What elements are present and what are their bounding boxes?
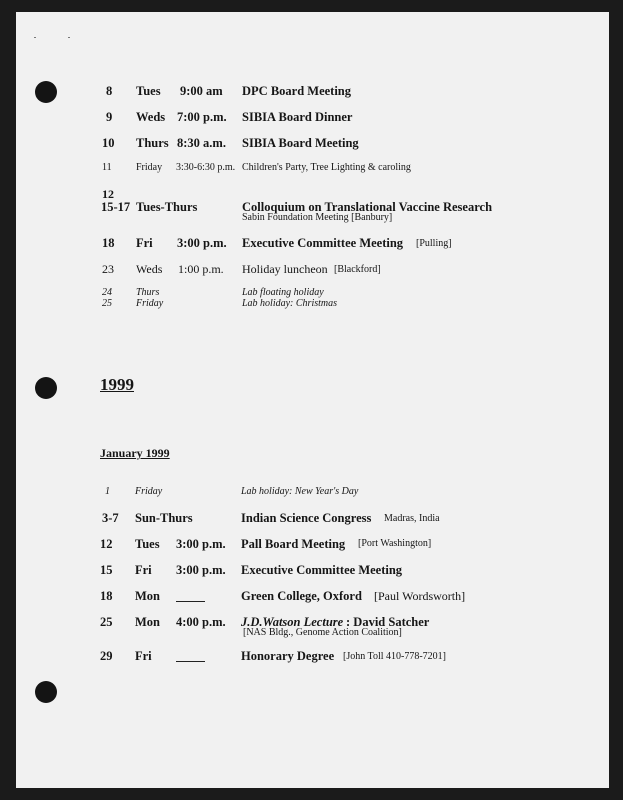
weekday: Sun-Thurs [135,511,193,525]
event-title: Indian Science Congress [241,511,372,525]
weekday: Thurs [136,136,169,150]
speck [68,37,70,38]
month-heading: January 1999 [100,446,170,460]
weekday: Tues [135,537,160,551]
speck [34,37,36,38]
day: 25 [102,298,112,309]
event-title: Children's Party, Tree Lighting & caroling [242,162,411,173]
event-title: Executive Committee Meeting [242,236,404,250]
day: 29 [100,649,113,663]
weekday: Fri [136,236,153,250]
time: 8:30 a.m. [177,136,226,150]
weekday: Fri [135,649,152,663]
weekday: Weds [136,110,166,124]
document-page [16,12,609,788]
event-title: SIBIA Board Meeting [242,136,359,150]
day: 8 [106,84,113,98]
time: 1:00 p.m. [178,262,224,276]
weekday: Mon [135,589,160,603]
day: 12 [100,537,113,551]
event-title: Lab floating holiday [242,287,324,298]
event-title: Pall Board Meeting [241,537,346,551]
weekday: Mon [135,615,160,629]
day: 15 [100,563,113,577]
weekday: Friday [135,486,163,497]
day: 10 [102,136,115,150]
event-title: Executive Committee Meeting [241,563,403,577]
weekday: Tues [136,84,161,98]
time: 7:00 p.m. [177,110,227,124]
weekday: Weds [136,262,163,276]
day: 12 [102,187,114,201]
day: 1 [105,486,110,497]
binder-hole [35,377,57,399]
day: 18 [100,589,113,603]
weekday: Tues-Thurs [136,200,198,214]
event-title: J.D.Watson Lecture [241,615,344,629]
year-heading: 1999 [100,375,134,394]
blank-time-line [176,601,205,602]
event-title: Holiday luncheon [242,262,328,276]
day: 11 [102,162,112,173]
event-speaker: : David Satcher [346,615,430,629]
event-title: Lab holiday: Christmas [242,298,338,309]
blank-time-line [176,661,205,662]
weekday: Friday [136,298,164,309]
event-title: Honorary Degree [241,649,335,663]
event-note: [Blackford] [334,264,381,275]
day: 23 [102,262,114,276]
time: 9:00 am [180,84,223,98]
weekday: Fri [135,563,152,577]
time: 4:00 p.m. [176,615,226,629]
event-note: [Port Washington] [358,538,432,549]
day: 24 [102,287,112,298]
event-note: Madras, India [384,513,440,524]
time: 3:00 p.m. [177,236,227,250]
event-title: SIBIA Board Dinner [242,110,353,124]
event-title: DPC Board Meeting [242,84,352,98]
weekday: Friday [136,162,163,173]
day: 9 [106,110,113,124]
event-title: Colloquium on Translational Vaccine Research [242,200,493,214]
day: 18 [102,236,115,250]
event-note: [Pulling] [416,238,452,249]
event-title: Green College, Oxford [241,589,362,603]
time: 3:00 p.m. [176,563,226,577]
event-note: [NAS Bldg., Genome Action Coalition] [243,627,402,638]
binder-hole [35,81,57,103]
time: 3:30-6:30 p.m. [176,162,236,173]
binder-hole [35,681,57,703]
day: 15-17 [101,200,131,214]
day: 3-7 [102,511,119,525]
day: 25 [100,615,113,629]
weekday: Thurs [136,287,160,298]
event-note: [Paul Wordsworth] [374,589,466,603]
event-note: Sabin Foundation Meeting [Banbury] [242,212,393,223]
time: 3:00 p.m. [176,537,226,551]
event-title: Lab holiday: New Year's Day [241,486,359,497]
event-note: [John Toll 410-778-7201] [343,651,446,662]
